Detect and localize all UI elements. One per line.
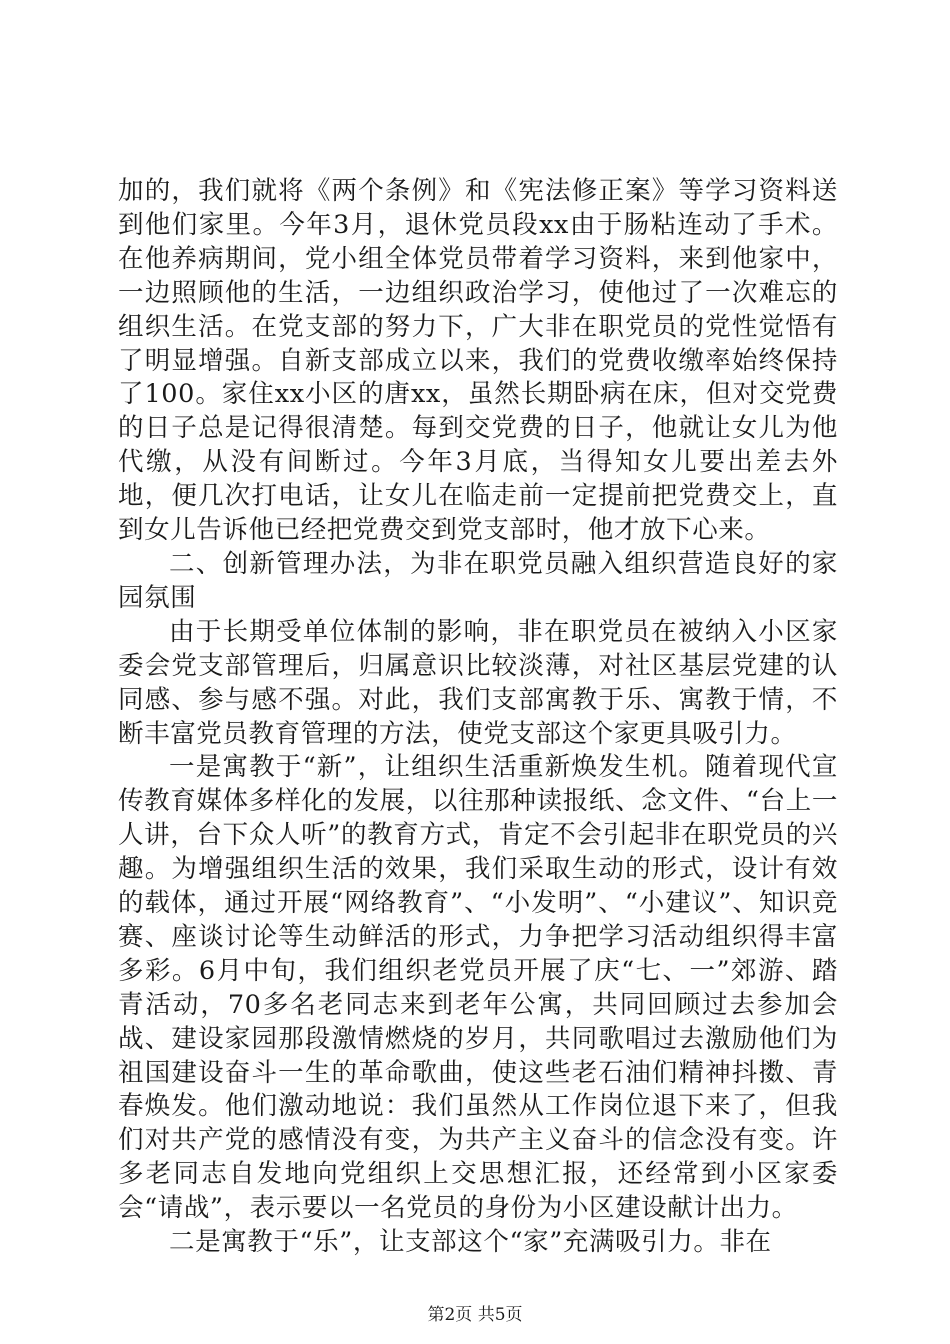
paragraph-intro: 由于长期受单位体制的影响，非在职党员在被纳入小区家委会党支部管理后，归属意识比较淡薄，对社区基层党建的认同感、参与感不强。对此，我们支部寓教于乐、寓教于情，不断丰富党员教育管理的方法，使党支部这个家更具吸引力。: [118, 616, 838, 749]
paragraph-point-2: 二是寓教于“乐”，让支部这个“家”充满吸引力。非在: [169, 1227, 772, 1258]
document-body: [118, 175, 838, 1260]
paragraph-continuation: 加的，我们就将《两个条例》和《宪法修正案》等学习资料送到他们家里。今年3月，退休党员段xx由于肠粘连动了手术。在他养病期间，党小组全体党员带着学习资料，来到他家中，一边照顾他的生活，一边组织政治学习，使他过了一次难忘的组织生活。在党支部的努力下，广大非在职党员的党性觉悟有了明显增强。自新支部成立以来，我们的党费收缴率始终保持了100。家住xx小区的唐xx，虽然长期卧病在床，但对交党费的日子总是记得很清楚。每到交党费的日子，他就让女儿为他代缴，从没有间断过。今年3月底，当得知女儿要出差去外地，便几次打电话，让女儿在临走前一定提前把党费交上，直到女儿告诉他已经把党费交到党支部时，他才放下心来。: [118, 176, 838, 546]
page-number-footer: 第2页 共5页: [427, 1305, 523, 1325]
section-heading-2: 二、创新管理办法，为非在职党员融入组织营造良好的家园氛围: [118, 548, 838, 613]
paragraph-point-1: 一是寓教于“新”，让组织生活重新焕发生机。随着现代宣传教育媒体多样化的发展，以往那种读报纸、念文件、“台上一人讲，台下众人听”的教育方式，肯定不会引起非在职党员的兴趣。为增强组织生活的效果，我们采取生动的形式，设计有效的载体，通过开展“网络教育”、“小发明”、“小建议”、知识竞赛、座谈讨论等生动鲜活的形式，力争把学习活动组织得丰富多彩。6月中旬，我们组织老党员开展了庆“七、一”郊游、踏青活动，70多名老同志来到老年公寓，共同回顾过去参加会战、建设家园那段激情燃烧的岁月，共同歌唱过去激励他们为祖国建设奋斗一生的革命歌曲，使这些老石油们精神抖擞、青春焕发。他们激动地说：我们虽然从工作岗位退下来了，但我们对共产党的感情没有变，为共产主义奋斗的信念没有变。许多老同志自发地向党组织上交思想汇报，还经常到小区家委会“请战”，表示要以一名党员的身份为小区建设献计出力。: [118, 752, 838, 1224]
